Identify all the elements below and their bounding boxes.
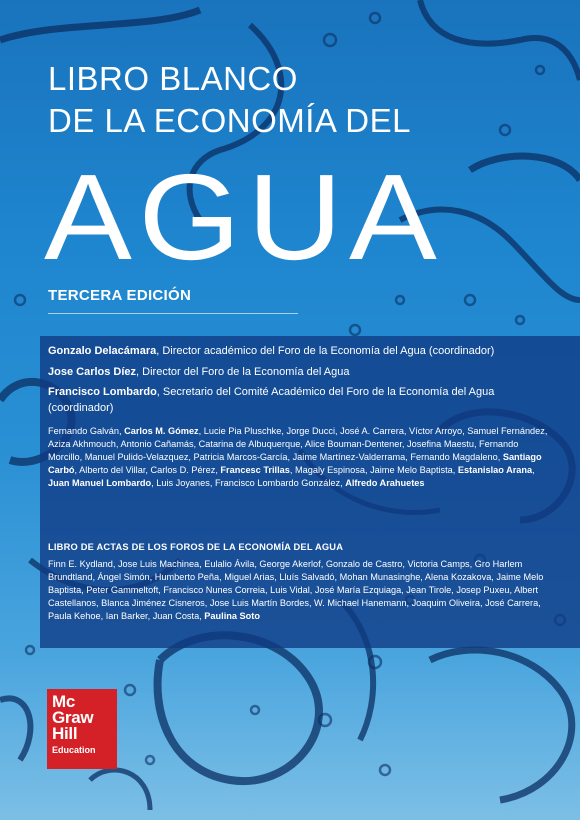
contributor-name-bold: Estanislao Arana [457,465,533,475]
title-main-word: AGUA [44,158,444,276]
contributor-name-bold: Carlos M. Gómez [124,426,199,436]
author-name: Gonzalo Delacámara [48,345,157,357]
actas-names: Finn E. Kydland, Jose Luis Machinea, Eulalio Ávila, George Akerlof, Gonzalo de Castro, Victoria Camps, Gro Harlem Brundtland, Ángel Simón, Humberto Peña, Miguel Arias, Lluís Salvadó, Mohan Munasinghe, Alena Kozakova, Jaime Melo Baptista, Peter Gammeltoft, Francisco Nunes Correia, Luis Vidal, José María Ezquiaga, Jean Tirole, Josep Puxeu, Albert Castellanos, Blanca Jiménez Cisneros, Jose Luis Martín Bordes, W. Michael Hanemann, Joaquim Oliveira, José Carrera, Paula Kehoe, Ian Barker, Juan Costa, [48,559,544,622]
logo-line-mc: Mc [52,692,76,711]
author-role: , Director del Foro de la Economía del Agua [136,365,350,378]
contributor-name-bold: Francesc Trillas [220,465,290,475]
contributor-names: Fernando Galván, [48,426,125,436]
title-line-1: LIBRO BLANCO [48,60,298,97]
contributor-names: , Lucie Pia Pluschke, Jorge Ducci, José A. Carrera, Víctor Arroyo, Samuel Fernández, Aziza Akhmouch, Antonio Cañamás, Catarina de Albuquerque, Alice Bouman-Dentener, Josefina Maestu, Fernando Morcillo, Manuel Pulido-Velazquez, Patricia Marcos-García, Jaime Martínez-Valderrama, Fernando Magdaleno, [48,426,548,462]
book-title [48,58,411,142]
title-line-2: DE LA ECONOMÍA DEL [48,102,411,139]
contributor-names: , Luis Joyanes, Francisco Lombardo González, [151,478,346,488]
logo-line-education: Education [52,745,96,755]
contributor-names: , Alberto del Villar, Carlos D. Pérez, [74,465,221,475]
contributors-list [48,425,548,490]
contributor-names: , Magaly Espinosa, Jaime Melo Baptista, [289,465,458,475]
author-role: , Secretario del Comité Académico del Foro de la Economía del Agua (coordinador) [48,386,495,414]
title-divider [48,313,298,314]
logo-line-hill: Hill [52,724,78,743]
contributor-names: , [532,465,535,475]
actas-last-name: Paulina Soto [204,611,260,622]
edition-label: TERCERA EDICIÓN [48,287,192,304]
actas-heading: LIBRO DE ACTAS DE LOS FOROS DE LA ECONOMÍA DEL AGUA [48,542,344,552]
contributor-name-bold: Juan Manuel Lombardo [48,478,152,488]
author-role: , Director académico del Foro de la Economía del Agua (coordinador) [156,345,495,357]
contributor-name-bold: Santiago Carbó [48,452,542,475]
author-name: Francisco Lombardo [48,386,157,398]
logo-line-graw: Graw [52,708,94,727]
lead-authors [48,344,553,421]
publisher-logo [47,689,117,769]
contributor-name-bold: Alfredo Arahuetes [345,478,425,488]
author-name: Jose Carlos Díez [48,365,137,378]
actas-contributors [48,558,548,623]
author-entry [48,385,553,416]
author-entry [48,344,553,360]
author-entry [48,365,553,381]
